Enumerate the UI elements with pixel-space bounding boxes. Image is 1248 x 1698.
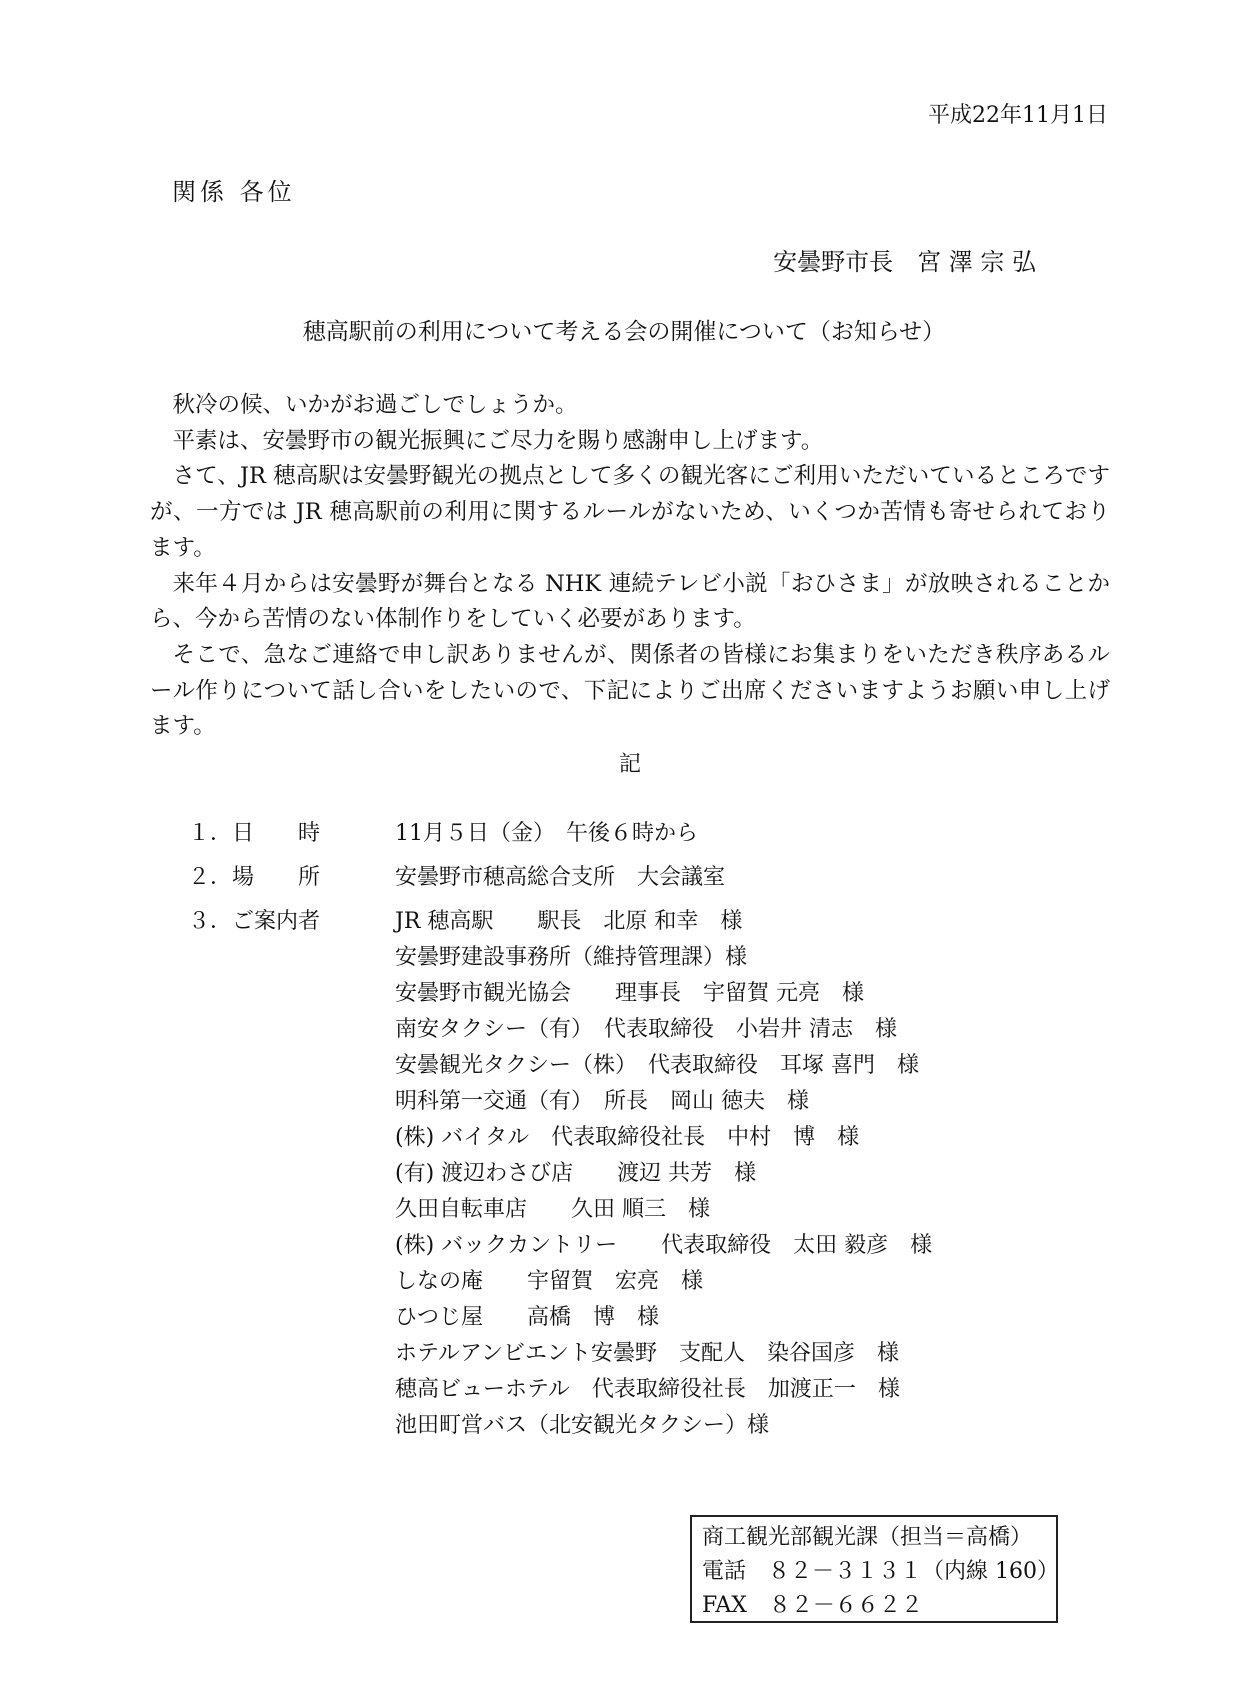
guest-item: 久田自転車店 久田 順三 様 xyxy=(395,1197,710,1222)
guest-item: (有) 渡辺わさび店 渡辺 共芳 様 xyxy=(395,1161,757,1186)
document-date: 平成22年11月1日 xyxy=(928,103,1108,128)
contact-fax: FAX ８２－６６２２ xyxy=(702,1593,923,1618)
guest-item: 安曇観光タクシー（株） 代表取締役 耳塚 喜門 様 xyxy=(395,1053,919,1078)
detail-value: 安曇野市穂高総合支所 大会議室 xyxy=(395,865,726,890)
guest-item: 穂高ビューホテル 代表取締役社長 加渡正一 様 xyxy=(395,1377,900,1402)
body-paragraph: 平素は、安曇野市の観光振興にご尽力を賜り感謝申し上げます。 xyxy=(172,427,824,454)
guest-item: 安曇野市観光協会 理事長 宇留賀 元亮 様 xyxy=(395,981,864,1006)
body-paragraph: そこで、急なご連絡で申し訳ありませんが、関係者の皆様にお集まりをいただき秩序あるルール作りについて話し合いをしたいので、下記によりご出席くださいますようお願い申し上げます。 xyxy=(150,641,1110,740)
guest-item: 明科第一交通（有） 所長 岡山 徳夫 様 xyxy=(395,1089,809,1114)
detail-label: ３．ご案内者 xyxy=(188,909,321,934)
detail-place xyxy=(188,860,932,904)
guest-item: ひつじ屋 高橋 博 様 xyxy=(395,1305,660,1330)
body-paragraph: 秋冷の候、いかがお過ごしでしょうか。 xyxy=(172,392,578,418)
guest-list xyxy=(395,904,932,1444)
detail-label: ２．場 所 xyxy=(188,865,321,890)
contact-phone: 電話 ８２－３１３１（内線 160） xyxy=(702,1559,1059,1584)
body-paragraph: さて、JR 穂高駅は安曇野観光の拠点として多くの観光客にご利用いただいているところですが、一方では JR 穂高駅前の利用に関するルールがないため、いくつか苦情も寄せられております。 xyxy=(150,463,1110,561)
contact-department: 商工観光部観光課（担当＝高橋） xyxy=(702,1525,1033,1550)
ki-heading: 記 xyxy=(618,752,641,777)
guest-item: (株) バックカントリー 代表取締役 太田 毅彦 様 xyxy=(395,1233,933,1258)
guest-item: JR 穂高駅 駅長 北原 和幸 様 xyxy=(395,909,743,934)
guest-item: 池田町営バス（北安観光タクシー）様 xyxy=(395,1413,770,1438)
detail-label: １．日 時 xyxy=(188,821,321,846)
guest-item: ホテルアンビエント安曇野 支配人 染谷国彦 様 xyxy=(395,1341,900,1366)
body-paragraph: 来年４月からは安曇野が舞台となる NHK 連続テレビ小説「おひさま」が放映されることから、今から苦情のない体制作りをしていく必要があります。 xyxy=(150,570,1110,633)
guest-item: しなの庵 宇留賀 宏亮 様 xyxy=(395,1269,704,1294)
detail-value: 11月５日（金） 午後６時から xyxy=(395,821,698,846)
addressee: 関係 各位 xyxy=(172,178,296,206)
sender: 安曇野市長 宮 澤 宗 弘 xyxy=(773,248,1036,276)
details-list xyxy=(188,816,933,1438)
document-title: 穂高駅前の利用について考える会の開催について（お知らせ） xyxy=(302,319,946,345)
body-text xyxy=(150,388,1110,745)
detail-datetime xyxy=(188,816,932,860)
guest-item: 南安タクシー（有） 代表取締役 小岩井 清志 様 xyxy=(395,1017,897,1042)
detail-guests xyxy=(188,904,933,1438)
contact-box xyxy=(690,1515,1058,1623)
guest-item: (株) バイタル 代表取締役社長 中村 博 様 xyxy=(395,1125,860,1150)
guest-item: 安曇野建設事務所（維持管理課）様 xyxy=(395,945,748,970)
